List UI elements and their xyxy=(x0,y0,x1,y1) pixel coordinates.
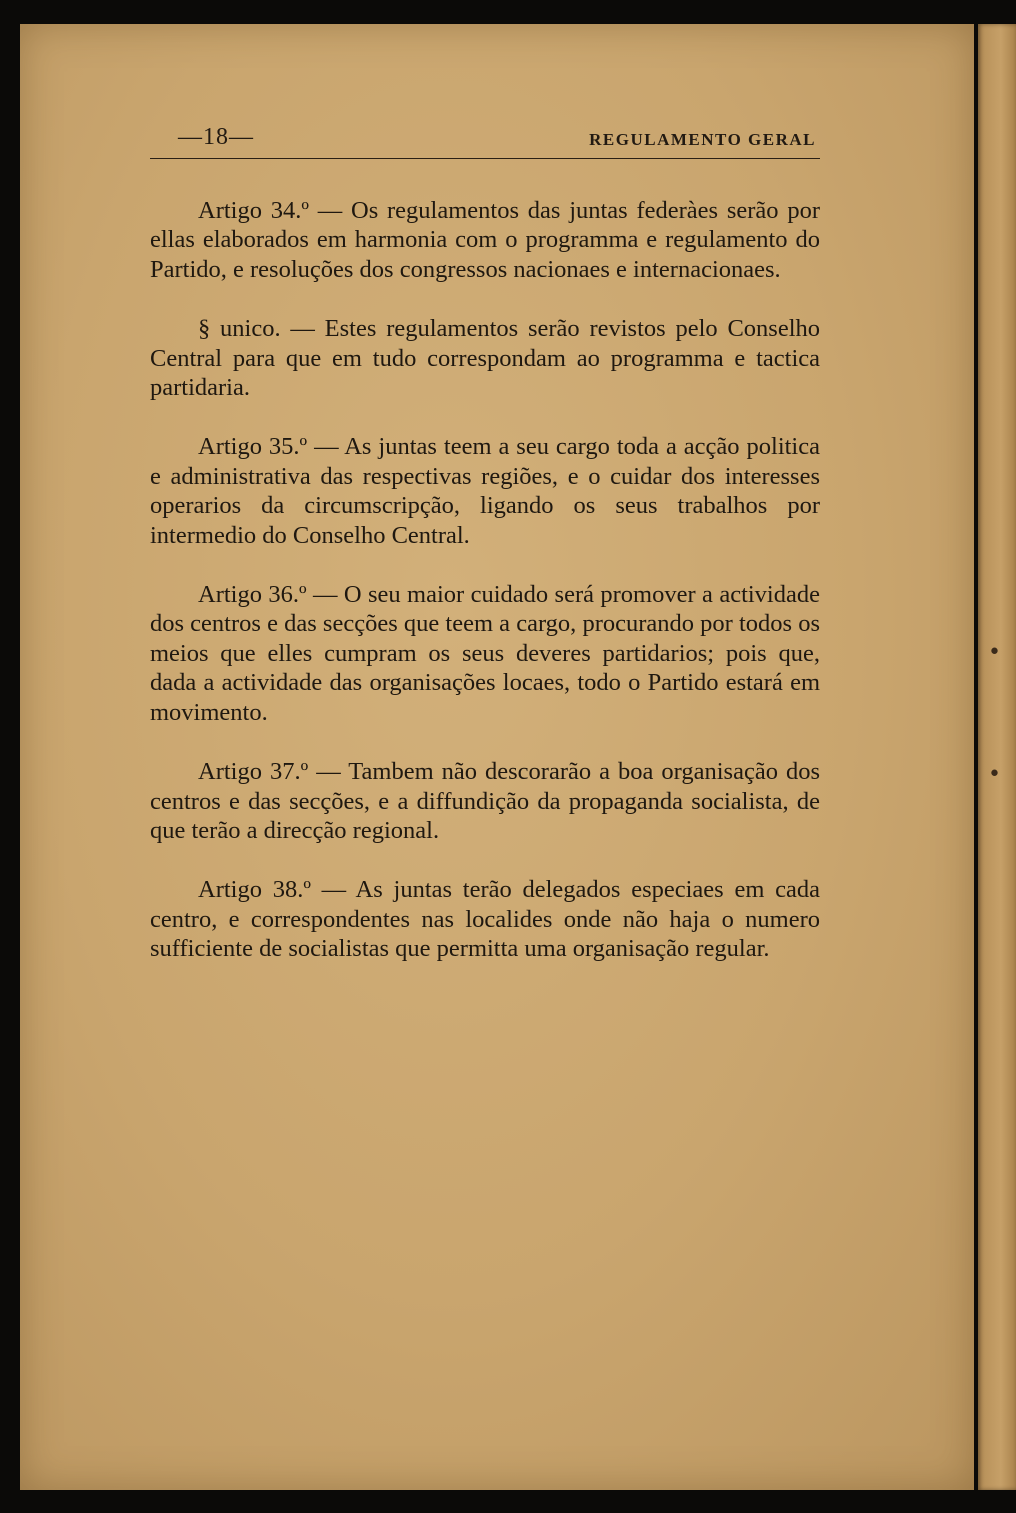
edge-mark: • xyxy=(988,640,1001,665)
page-number: —18— xyxy=(178,124,254,150)
article-34-paragraph: Artigo 34.º — Os regulamentos das juntas federàes serão por ellas elaborados em harmonia com o programma e regulamento do Partido, e resoluções dos congressos nacionaes e internacionaes. xyxy=(150,197,820,283)
article-38-paragraph: Artigo 38.º — As juntas terão delegados especiaes em cada centro, e correspondentes nas localides onde não haja o numero sufficiente de socialistas que permitta uma organisação regular. xyxy=(150,876,820,963)
article-36-paragraph: Artigo 36.º — O seu maior cuidado será promover a actividade dos centros e das secções que teem a cargo, procurando por todos os meios que elles cumpram os seus deveres partidarios; pois que, dada a actividade das organisações locaes, todo o Partido estará em movimento. xyxy=(150,581,820,726)
facing-page-edge xyxy=(978,24,1016,1490)
page-header xyxy=(150,124,820,159)
article-37-paragraph: Artigo 37.º — Tambem não descorarão a boa organisação dos centros e das secções, e a diffundição da propaganda socialista, de que terão a direcção regional. xyxy=(150,758,820,844)
running-head: REGULAMENTO GERAL xyxy=(589,130,816,149)
page-body xyxy=(150,196,820,994)
edge-mark: • xyxy=(988,762,1001,787)
article-35-paragraph: Artigo 35.º — As juntas teem a seu cargo toda a acção politica e administrativa das respectivas regiões, e o cuidar dos interesses operarios da circumscripção, ligando os seus trabalhos por intermedio do Conselho Central. xyxy=(150,433,820,549)
article-34-unico-paragraph: § unico. — Estes regulamentos serão revistos pelo Conselho Central para que em tudo correspondam ao programma e tactica partidaria. xyxy=(150,315,820,402)
